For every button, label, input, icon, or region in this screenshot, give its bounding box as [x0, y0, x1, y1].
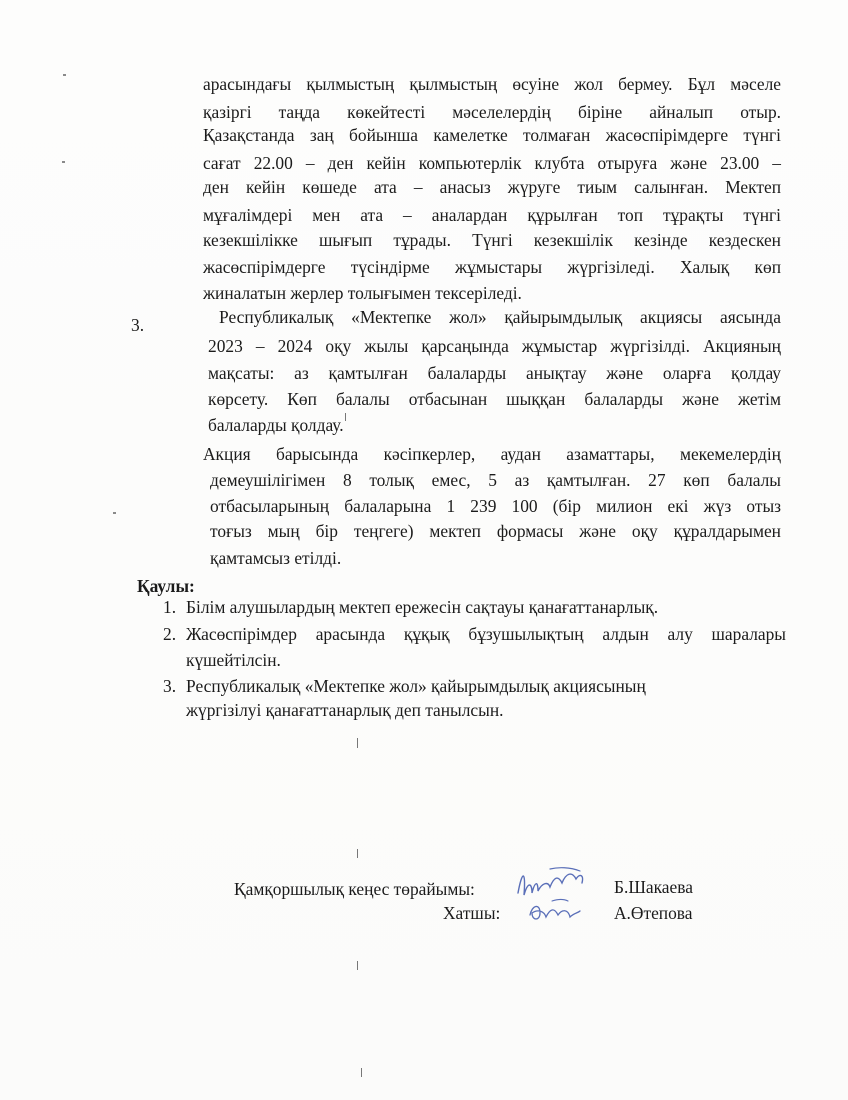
scan-mark: [345, 413, 346, 421]
text-line: қазіргі таңда көкейтесті мәселелердің біріне айналып отыр.: [203, 102, 781, 122]
text-line: көрсету. Көп балалы отбасынан шыққан балаларды және жетім: [208, 389, 781, 409]
scan-dot: [62, 161, 65, 163]
item-number: 3.: [163, 676, 177, 696]
text-line: мұғалімдері мен ата – аналардан құрылған топ тұрақты түнгі: [203, 205, 781, 225]
text-line: тоғыз мың бір теңгеге) мектеп формасы және оқу құралдарымен: [210, 521, 781, 541]
text-line: демеушілігімен 8 толық емес, 5 аз қамтылған. 27 көп балалы: [210, 470, 781, 490]
resolution-heading: Қаулы:: [137, 576, 195, 596]
section-number: 3.: [131, 315, 145, 335]
item-number: 1.: [163, 597, 177, 617]
text-line: арасындағы қылмыстың қылмыстың өсуіне жол бермеу. Бұл мәселе: [203, 74, 781, 94]
text-line: 2023 – 2024 оқу жылы қарсаңында жұмыстар жүргізілді. Акцияның: [208, 336, 781, 356]
scan-mark: [361, 1068, 362, 1077]
text-line: жасөспірімдерге түсіндірме жұмыстары жүргізіледі. Халық көп: [203, 257, 781, 277]
text-line: Акция барысында кәсіпкерлер, аудан азаматтары, мекемелердің: [203, 444, 781, 464]
item-text: Білім алушылардың мектеп ережесін сақтауы қанағаттанарлық.: [186, 597, 659, 617]
scan-dot: [113, 512, 116, 514]
text-line: Қазақстанда заң бойынша камелетке толмаған жасөспірімдерге түнгі: [203, 125, 781, 145]
scan-mark: [357, 849, 358, 858]
secretary-title: Хатшы:: [443, 903, 501, 923]
text-line: мақсаты: аз қамтылған балаларды анықтау және оларға қолдау: [208, 363, 781, 383]
secretary-name: А.Өтепова: [614, 903, 693, 923]
text-line: Республикалық «Мектепке жол» қайырымдылық акциясы аясында: [219, 307, 781, 327]
handwritten-signature-secretary: [524, 895, 584, 929]
text-line: жиналатын жерлер толығымен тексеріледі.: [203, 283, 522, 303]
chair-name: Б.Шакаева: [614, 877, 693, 897]
text-line: отбасыларының балаларына 1 239 100 (бір милион екі жүз отыз: [210, 496, 781, 516]
text-line: балаларды қолдау.: [208, 415, 344, 435]
item-text: Республикалық «Мектепке жол» қайырымдылық акциясының: [186, 676, 646, 696]
scan-mark: [357, 961, 358, 970]
text-line: ден кейін көшеде ата – анасыз жүруге тиым салынған. Мектеп: [203, 177, 781, 197]
item-text: Жасөспірімдер арасында құқық бұзушылықтың алдын алу шаралары: [186, 624, 786, 644]
item-text: жүргізілуі қанағаттанарлық деп танылсын.: [186, 700, 504, 720]
text-line: қамтамсыз етілді.: [210, 548, 342, 568]
item-number: 2.: [163, 624, 177, 644]
item-text: күшейтілсін.: [186, 650, 281, 670]
scan-dot: [63, 74, 66, 76]
text-line: кезекшілікке шығып тұрады. Түнгі кезекшілік кезінде кездескен: [203, 230, 781, 250]
text-line: сағат 22.00 – ден кейін компьютерлік клубта отыруға және 23.00 –: [203, 153, 781, 173]
scan-mark: [357, 738, 358, 748]
chair-title: Қамқоршылық кеңес төрайымы:: [234, 879, 475, 899]
